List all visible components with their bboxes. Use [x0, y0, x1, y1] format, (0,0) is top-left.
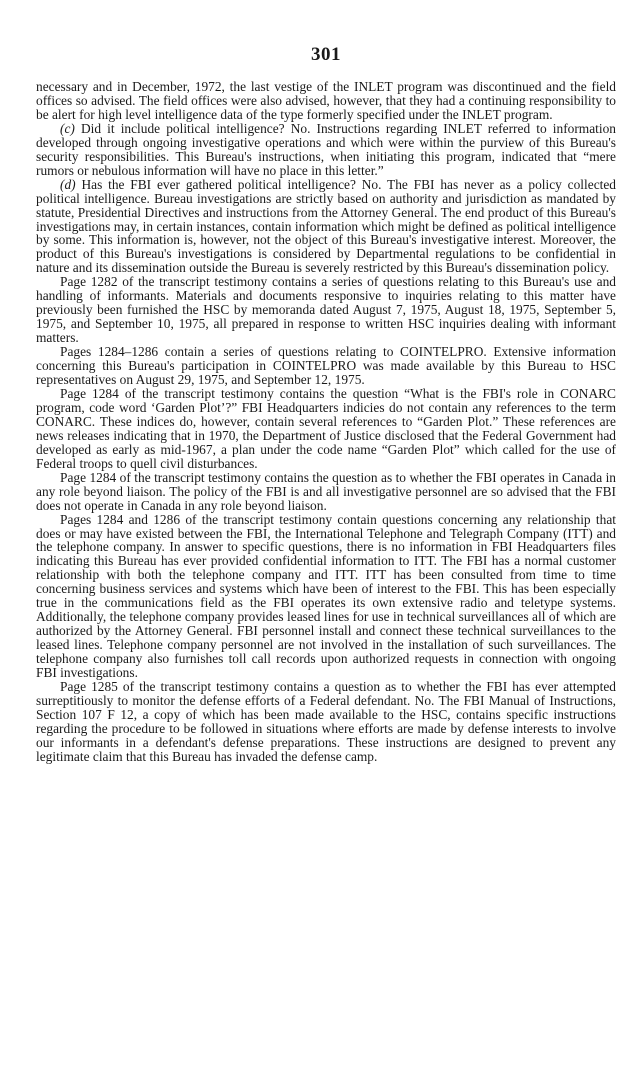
paragraph — [36, 680, 616, 764]
paragraph — [36, 471, 616, 513]
page-number: 301 — [311, 44, 341, 65]
paragraph-text: Has the FBI ever gathered political intelligence? No. The FBI has never as a policy collected political intelligence. Bureau investigations are strictly based on authority and jurisdiction as mandated by statute, Presidential Directives and instructions from the Attorney General. The end product of this Bureau's investigations may, in certain instances, contain information which might be defined as political intelligence by some. This information is, however, not the object of this Bureau's investigative interest. Moreover, the product of this Bureau's investigations is considered by Departmental regulations to be confidential in nature and its dissemination outside the Bureau is severely restricted by this Bureau's dissemination policy. — [36, 176, 616, 276]
paragraph — [36, 275, 616, 345]
paragraph-text: Pages 1284–1286 contain a series of questions relating to COINTELPRO. Extensive information concerning this Bureau's participation in COINTELPRO was made available by this Bureau to HSC representatives on August 29, 1975, and September 12, 1975. — [36, 344, 616, 388]
paragraph-text: necessary and in December, 1972, the last vestige of the INLET program was discontinued and the field offices so advised. The field offices were also advised, however, that they had a continuing responsibility to be alert for high level intelligence data of the type formerly specified under the INLET program. — [36, 79, 616, 122]
paragraph-text: Did it include political intelligence? No. Instructions regarding INLET referred to information developed through ongoing investigative operations and which were within the purview of this Bureau's security responsibilities. This Bureau's instructions, when initiating this program, indicated that “mere rumors or nebulous information will have no place in this letter.” — [36, 120, 616, 178]
paragraph — [36, 122, 616, 178]
paragraph — [36, 387, 616, 471]
paragraph — [36, 345, 616, 387]
paragraph-text: Pages 1284 and 1286 of the transcript testimony contain questions concerning any relationship that does or may have existed between the FBI, the International Telephone and Telegraph Company (ITT) and the telephone company. In answer to specific questions, there is no information in FBI Headquarters files indicating this Bureau has ever provided confidential information to ITT. The FBI has a normal customer relationship with both the telephone company and ITT. ITT has been consulted from time to time concerning business services and systems which have been of interest to the FBI. This has been especially true in the communications field as the FBI operates its own extensive radio and teletype systems. Additionally, the telephone company provides leased lines for use in technical surveillances all of which are authorized by the Attorney General. FBI personnel install and connect these technical surveillances to the leased lines. Telephone company personnel are not involved in the installation of such surveillances. The telephone company also furnishes toll call records upon authorized requests in connection with ongoing FBI investigations. — [36, 511, 616, 681]
paragraph-text: Page 1284 of the transcript testimony contains the question “What is the FBI's role in CONARC program, code word ‘Garden Plot’?” FBI Headquarters indicies do not contain any references to the term CONARC. These indices do, however, contain several references to “Garden Plot.” These references are news releases indicating that in 1970, the Department of Justice disclosed that the Federal Government had developed as early as mid-1967, a plan under the code name “Garden Plot” which called for the use of Federal troops to quell civil disturbances. — [36, 385, 616, 471]
list-marker: (d) — [60, 176, 82, 192]
paragraph-text: Page 1282 of the transcript testimony contains a series of questions relating to this Bureau's use and handling of informants. Materials and documents responsive to inquiries relating to this matter have previously been furnished the HSC by memoranda dated August 7, 1975, August 18, 1975, September 5, 1975, and September 10, 1975, all prepared in response to written HSC inquiries dealing with informant matters. — [36, 274, 616, 346]
paragraph — [36, 178, 616, 276]
paragraph-text: Page 1284 of the transcript testimony contains the question as to whether the FBI operates in Canada in any role beyond liaison. The policy of the FBI is and all investigative personnel are so advised that the FBI does not operate in Canada in any role beyond liaison. — [36, 469, 616, 513]
paragraph-text: Page 1285 of the transcript testimony contains a question as to whether the FBI has ever attempted surreptitiously to monitor the defense efforts of a Federal defendant. No. The FBI Manual of Instructions, Section 107 F 12, a copy of which has been made available to the HSC, contains specific instructions regarding the procedure to be followed in situations where efforts are made by defense interests to involve our informants in a defendant's defense preparations. These instructions are designed to prevent any legitimate claim that this Bureau has invaded the defense camp. — [36, 678, 616, 764]
document-page — [36, 44, 616, 764]
paragraph — [36, 513, 616, 680]
body-text — [36, 80, 616, 764]
list-marker: (c) — [60, 120, 81, 136]
paragraph — [36, 80, 616, 122]
